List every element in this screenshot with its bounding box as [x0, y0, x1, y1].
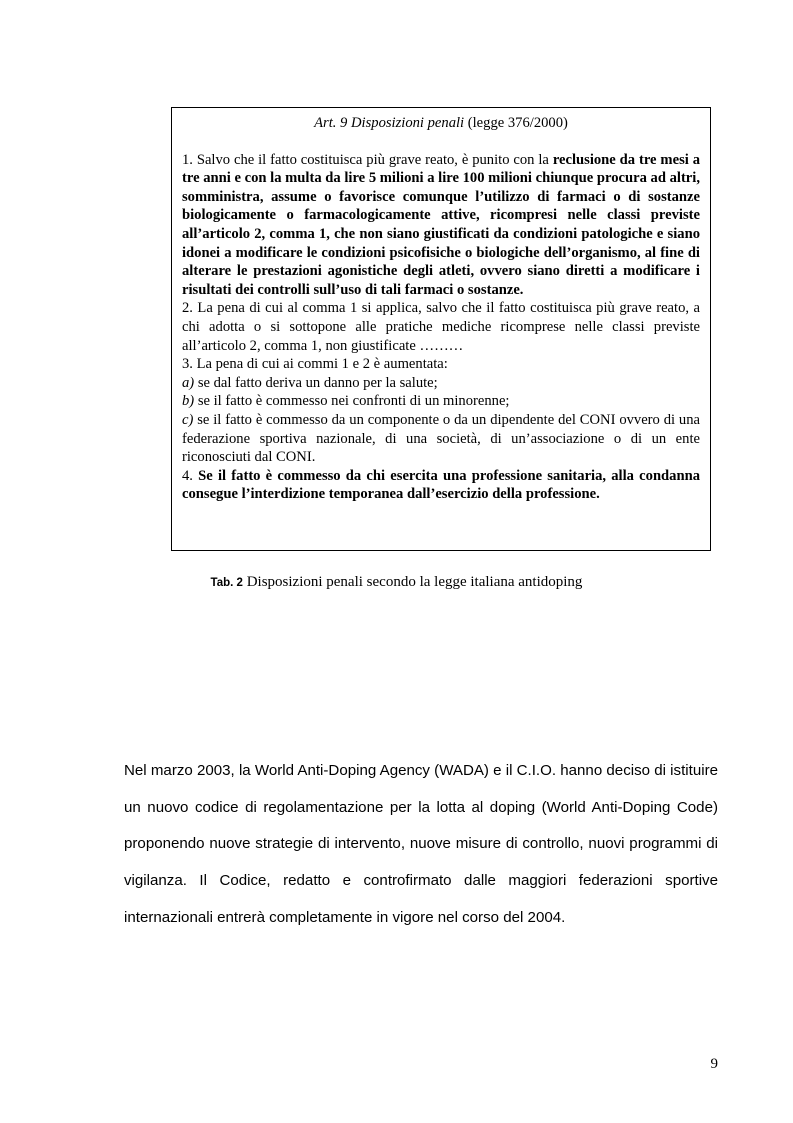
comma-1-bold: reclusione da tre mesi a tre anni e con la multa da lire 5 milioni a lire 100 milioni chiunque procura ad altri, somministra, assume o favorisce comunque l’utilizzo di farmaci o di sostanze biologicamente o farmacologicamente attive, ricompresi nelle classi previste all’articolo 2, comma 1, che non siano giustificati da condizioni patologiche e siano idonei a modificare le condizioni psicofisiche o biologiche dell’organismo, al fine di alterare le prestazioni agonistiche degli atleti, ovvero siano diretti a modificare i risultati dei controlli sull’uso di tali farmaci o sostanze.: [182, 151, 700, 298]
box-title: [182, 114, 700, 133]
comma-3-item-b: [182, 392, 700, 411]
box-title-italic: Art. 9 Disposizioni penali: [314, 115, 465, 131]
caption-label: Tab. 2: [210, 577, 243, 589]
comma-4-bold: Se il fatto è commesso da chi esercita una professione sanitaria, alla condanna consegue l’interdizione temporanea dall’esercizio della professione.: [182, 467, 701, 503]
comma-1: [182, 151, 700, 300]
item-text: se il fatto è commesso da un componente o da un dipendente del CONI ovvero di una federazione sportiva nazionale, di una società, di un’associazione o di un ente riconosciuti dal CONI.: [182, 411, 700, 466]
item-text: se dal fatto deriva un danno per la salute;: [194, 374, 438, 391]
comma-2: 2. La pena di cui al comma 1 si applica, salvo che il fatto costituisca più grave reato, a chi adotta o si sottopone alle pratiche mediche ricomprese nelle classi previste all’articolo 2, comma 1, non giustificate ………: [182, 300, 700, 354]
item-letter: c): [182, 411, 194, 428]
comma-3-item-c: [182, 411, 700, 467]
item-text: se il fatto è commesso nei confronti di un minorenne;: [194, 393, 510, 410]
caption-text: Disposizioni penali secondo la legge italiana antidoping: [242, 574, 583, 590]
page-number: 9: [710, 1056, 718, 1072]
item-letter: b): [182, 393, 195, 410]
comma-3-intro: 3. La pena di cui ai commi 1 e 2 è aumentata:: [182, 356, 448, 373]
comma-4-number: 4.: [182, 467, 199, 484]
box-title-rest: (legge 376/2000): [464, 115, 568, 131]
body-paragraph: Nel marzo 2003, la World Anti-Doping Agency (WADA) e il C.I.O. hanno deciso di istituire un nuovo codice di regolamentazione per la lotta al doping (World Anti-Doping Code) proponendo nuove strategie di intervento, nuove misure di controllo, nuovi programmi di vigilanza. Il Codice, redatto e controfirmato dalle maggiori federazioni sportive internazionali entrerà completamente in vigore nel corso del 2004.: [124, 762, 718, 926]
comma-3-item-a: [182, 374, 700, 393]
table-caption: [0, 574, 793, 591]
law-text-box: [171, 107, 711, 551]
item-letter: a): [182, 374, 195, 391]
comma-4: [182, 467, 700, 504]
comma-1-plain: 1. Salvo che il fatto costituisca più grave reato, è punito con la: [182, 151, 553, 168]
